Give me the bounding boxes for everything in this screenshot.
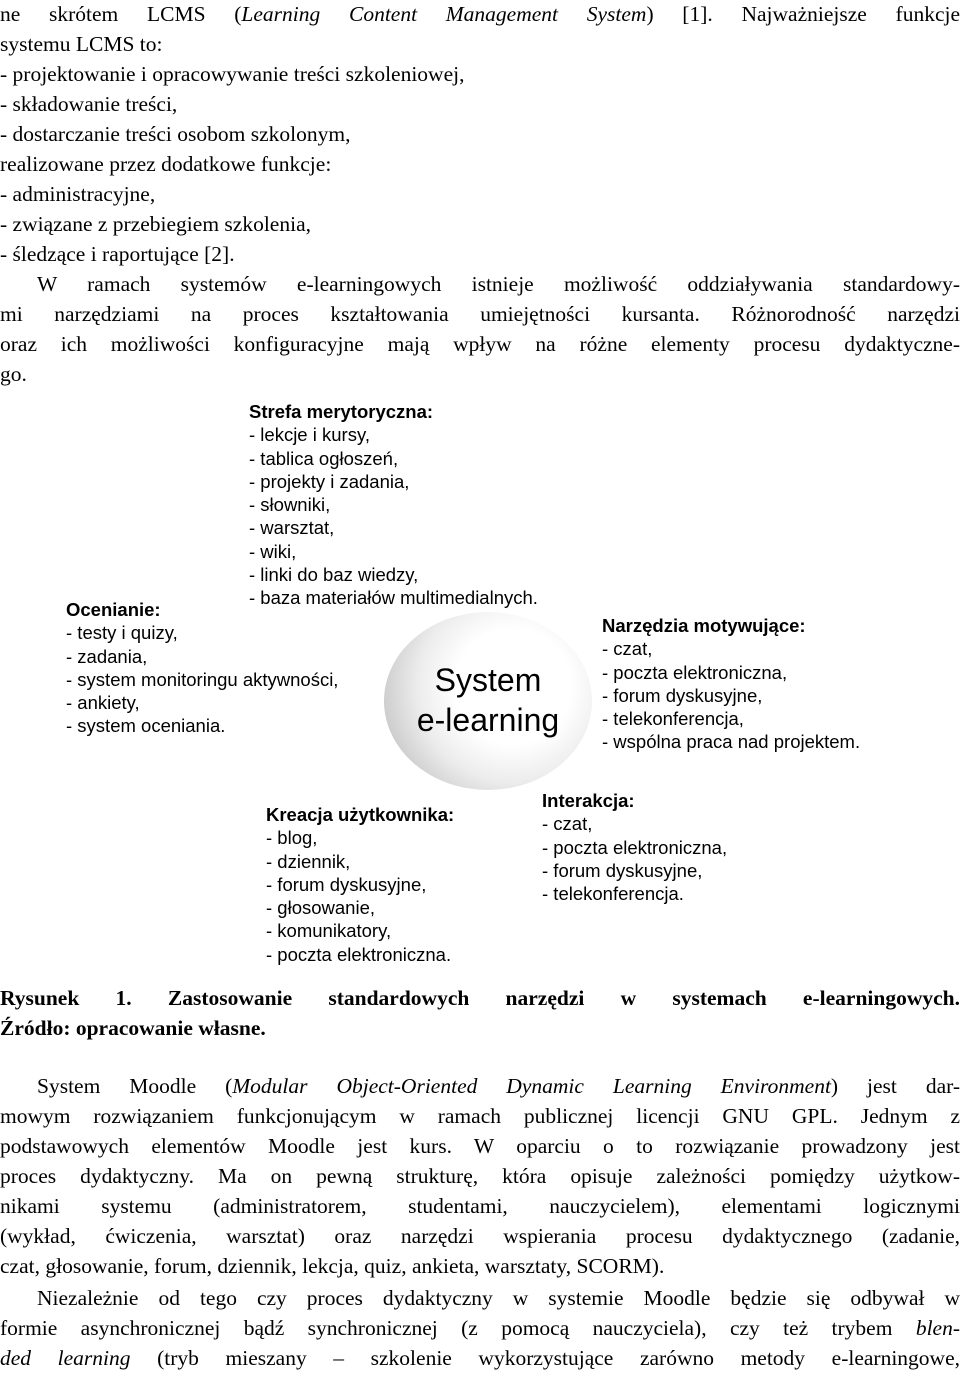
- intro-line: realizowane przez dodatkowe funkcje:: [0, 152, 332, 176]
- group-narzedzia-motywujace: [602, 614, 860, 754]
- group-item: - lekcje i kursy,: [249, 424, 370, 446]
- group-item: - forum dyskusyjne,: [542, 859, 703, 881]
- intro-line: - dostarczanie treści osobom szkolonym,: [0, 122, 351, 146]
- group-item: - baza materiałów multimedialnych.: [249, 587, 538, 609]
- body-line: (wykład, ćwiczenia, warsztat) oraz narzędzi wspierania procesu dydaktycznego (zadanie,: [0, 1224, 960, 1248]
- group-item: - wiki,: [249, 540, 297, 562]
- body-line: ded learning (tryb mieszany – szkolenie wykorzystujące zarówno metody e-learningowe,: [0, 1346, 960, 1370]
- group-item: - dziennik,: [266, 850, 351, 872]
- center-label-line: System: [434, 662, 542, 698]
- group-item: - czat,: [602, 638, 653, 660]
- body-line: czat, głosowanie, forum, dziennik, lekcja, quiz, ankieta, warsztaty, SCORM).: [0, 1254, 665, 1278]
- group-item: - tablica ogłoszeń,: [249, 447, 399, 469]
- group-item: - poczta elektroniczna,: [542, 836, 728, 858]
- group-item: - głosowanie,: [266, 897, 376, 919]
- body-line: System Moodle (Modular Object-Oriented Dynamic Learning Environment) jest dar-: [37, 1074, 960, 1098]
- group-item: - telekonferencja,: [602, 708, 744, 730]
- group-item: - system monitoringu aktywności,: [66, 668, 339, 690]
- group-strefa-merytoryczna: [249, 400, 538, 610]
- intro-line: - projektowanie i opracowywanie treści szkoleniowej,: [0, 62, 465, 86]
- group-item: - ankiety,: [66, 692, 140, 714]
- group-interakcja: [542, 789, 727, 905]
- intro-line: oraz ich możliwości konfiguracyjne mają wpływ na różne elementy procesu dydaktyczne-: [0, 332, 960, 356]
- intro-line: - składowanie treści,: [0, 92, 178, 116]
- group-item: - projekty i zadania,: [249, 470, 410, 492]
- group-ocenianie: [66, 598, 338, 738]
- group-item: - forum dyskusyjne,: [602, 684, 763, 706]
- intro-line: systemu LCMS to:: [0, 32, 163, 56]
- figure-caption: Rysunek 1. Zastosowanie standardowych narzędzi w systemach e-learningowych.: [0, 986, 960, 1010]
- group-item: - linki do baz wiedzy,: [249, 564, 419, 586]
- group-item: - testy i quizy,: [66, 622, 178, 644]
- group-title: Strefa merytoryczna:: [249, 401, 434, 422]
- group-item: - komunikatory,: [266, 920, 392, 942]
- group-item: - słowniki,: [249, 494, 331, 516]
- group-item: - telekonferencja.: [542, 883, 684, 905]
- group-title: Narzędzia motywujące:: [602, 615, 806, 636]
- group-title: Kreacja użytkownika:: [266, 804, 455, 825]
- center-label-line: e-learning: [416, 702, 560, 738]
- intro-line: mi narzędziami na proces kształtowania umiejętności kursanta. Różnorodność narzędzi: [0, 302, 960, 326]
- group-title: Interakcja:: [542, 790, 635, 811]
- intro-line: ne skrótem LCMS (Learning Content Management System) [1]. Najważniejsze funkcje: [0, 2, 960, 26]
- group-item: - blog,: [266, 827, 318, 849]
- group-title: Ocenianie:: [66, 599, 161, 620]
- body-line: proces dydaktyczny. Ma on pewną strukturę, która opisuje zależności pomiędzy użytkow-: [0, 1164, 960, 1188]
- body-line: podstawowych elementów Moodle jest kurs. W oparciu o to rozwiązanie prowadzony jest: [0, 1134, 960, 1158]
- group-item: - wspólna praca nad projektem.: [602, 731, 861, 753]
- center-label: [384, 660, 592, 740]
- group-kreacja-uzytkownika: [266, 803, 454, 966]
- intro-line: - związane z przebiegiem szkolenia,: [0, 212, 311, 236]
- group-item: - czat,: [542, 813, 593, 835]
- body-line: nikami systemu (administratorem, studentami, nauczycielem), elementami logicznymi: [0, 1194, 960, 1218]
- intro-line: - administracyjne,: [0, 182, 156, 206]
- group-item: - poczta elektroniczna.: [266, 943, 452, 965]
- body-line: mowym rozwiązaniem funkcjonującym w ramach publicznej licencji GNU GPL. Jednym z: [0, 1104, 960, 1128]
- intro-line: - śledzące i raportujące [2].: [0, 242, 235, 266]
- body-line: Niezależnie od tego czy proces dydaktyczny w systemie Moodle będzie się odbywał w: [37, 1286, 960, 1310]
- intro-line: go.: [0, 362, 27, 386]
- body-line: formie asynchronicznej bądź synchronicznej (z pomocą nauczyciela), czy też trybem blen-: [0, 1316, 960, 1340]
- group-item: - system oceniania.: [66, 715, 226, 737]
- group-item: - forum dyskusyjne,: [266, 873, 427, 895]
- figure-source: Źródło: opracowanie własne.: [0, 1016, 266, 1040]
- intro-line: W ramach systemów e-learningowych istnieje możliwość oddziaływania standardowy-: [37, 272, 960, 296]
- group-item: - zadania,: [66, 645, 148, 667]
- group-item: - poczta elektroniczna,: [602, 661, 788, 683]
- group-item: - warsztat,: [249, 517, 335, 539]
